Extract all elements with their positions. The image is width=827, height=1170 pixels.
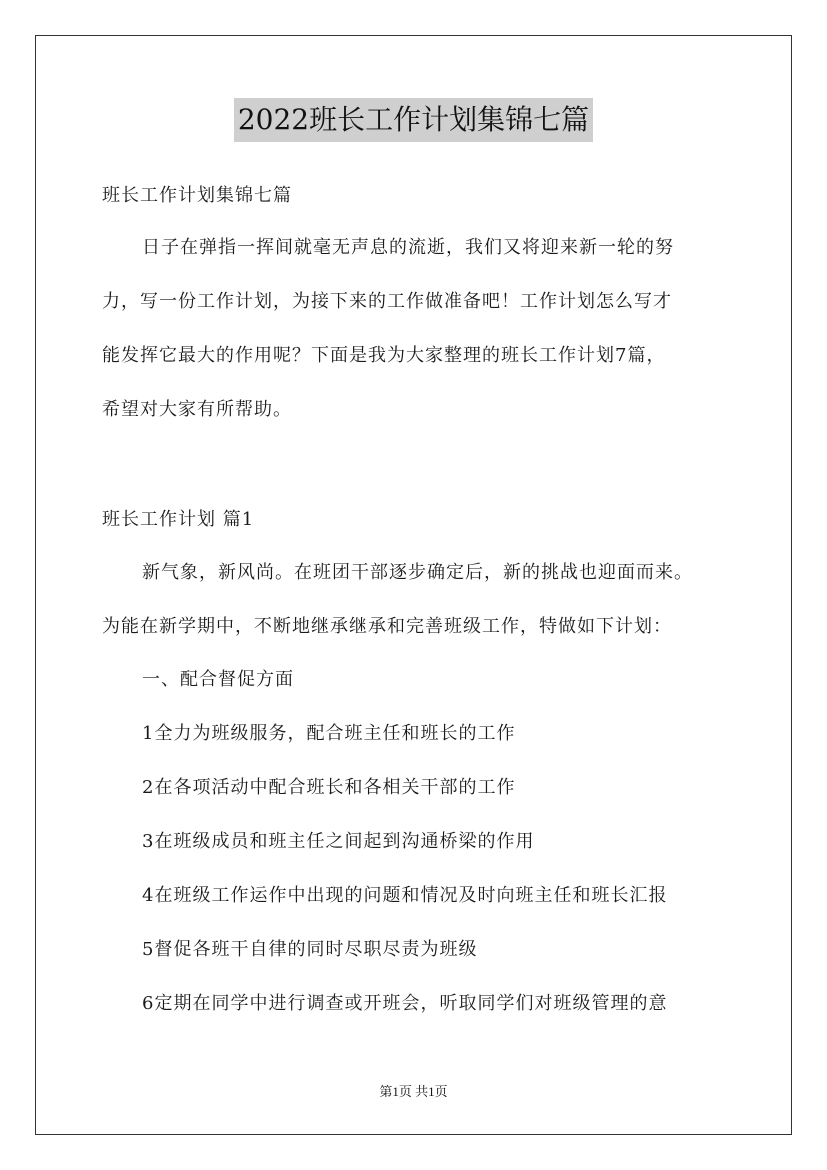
- section-heading: 班长工作计划 篇1: [102, 509, 255, 530]
- title-container: [0, 98, 827, 142]
- list-item-6: 6定期在同学中进行调查或开班会，听取同学们对班级管理的意: [142, 993, 668, 1014]
- list-item-4: 4在班级工作运作中出现的问题和情况及时向班主任和班长汇报: [142, 885, 668, 906]
- body-line-1: 新气象，新风尚。在班团干部逐步确定后，新的挑战也迎面而来。: [142, 562, 693, 583]
- list-heading: 一、配合督促方面: [142, 669, 294, 690]
- document-subtitle: 班长工作计划集锦七篇: [102, 185, 292, 206]
- body-line-2: 为能在新学期中，不断地继承继承和完善班级工作，特做如下计划：: [102, 616, 672, 637]
- list-item-3: 3在班级成员和班主任之间起到沟通桥梁的作用: [142, 831, 535, 852]
- intro-line-1: 日子在弹指一挥间就毫无声息的流逝，我们又将迎来新一轮的努: [142, 237, 674, 258]
- document-title: 2022班长工作计划集锦七篇: [234, 98, 593, 142]
- page-footer: 第1页 共1页: [379, 1084, 448, 1099]
- intro-line-4: 希望对大家有所帮助。: [102, 399, 292, 420]
- intro-line-2: 力，写一份工作计划，为接下来的工作做准备吧！工作计划怎么写才: [102, 291, 672, 312]
- list-item-5: 5督促各班干自律的同时尽职尽责为班级: [142, 939, 478, 960]
- list-item-1: 1全力为班级服务，配合班主任和班长的工作: [142, 723, 516, 744]
- list-item-2: 2在各项活动中配合班长和各相关干部的工作: [142, 777, 516, 798]
- intro-line-3: 能发挥它最大的作用呢？下面是我为大家整理的班长工作计划7篇，: [102, 345, 666, 366]
